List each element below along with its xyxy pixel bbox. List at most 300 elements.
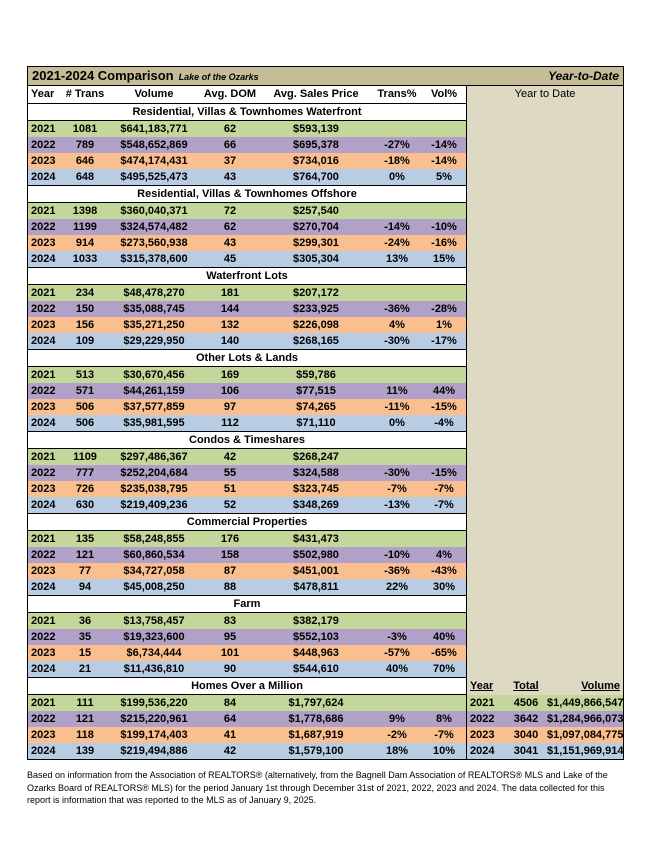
cell-trans: 1081 bbox=[72, 123, 98, 135]
cell-year: 2023 bbox=[31, 565, 56, 577]
data-row-2021 bbox=[28, 695, 466, 711]
cell-year: 2021 bbox=[31, 369, 56, 381]
cell-vol_pct: -16% bbox=[431, 237, 457, 249]
summary-cell-year: 2024 bbox=[470, 745, 495, 757]
cell-trans: 630 bbox=[75, 499, 95, 511]
column-header-avg-sales-price: Avg. Sales Price bbox=[273, 88, 359, 100]
cell-year: 2021 bbox=[31, 697, 56, 709]
cell-trans: 77 bbox=[78, 565, 92, 577]
section-header: Farm bbox=[28, 595, 466, 613]
data-row-2022 bbox=[28, 137, 466, 153]
cell-vol_pct: -10% bbox=[431, 221, 457, 233]
report-page bbox=[27, 66, 624, 807]
cell-trans: 36 bbox=[78, 615, 92, 627]
cell-trans_pct bbox=[372, 613, 422, 629]
cell-vol_pct: -4% bbox=[434, 417, 454, 429]
cell-vol_pct: 30% bbox=[432, 581, 456, 593]
data-row-2021 bbox=[28, 203, 466, 219]
cell-vol_pct bbox=[422, 531, 466, 547]
cell-trans: 156 bbox=[75, 319, 95, 331]
cell-vol_pct: 15% bbox=[432, 253, 456, 265]
cell-volume: $13,758,457 bbox=[123, 615, 185, 627]
cell-dom: 43 bbox=[223, 237, 237, 249]
cell-vol_pct: -7% bbox=[434, 499, 454, 511]
summary-row-2022 bbox=[467, 711, 623, 727]
cell-volume: $297,486,367 bbox=[120, 451, 188, 463]
cell-year: 2021 bbox=[31, 615, 56, 627]
cell-year: 2024 bbox=[31, 663, 56, 675]
cell-vol_pct: -15% bbox=[431, 467, 457, 479]
summary-cell-total: 4506 bbox=[513, 697, 539, 709]
cell-dom: 51 bbox=[223, 483, 237, 495]
cell-year: 2024 bbox=[31, 417, 56, 429]
cell-dom: 72 bbox=[223, 205, 237, 217]
data-row-2024 bbox=[28, 251, 466, 267]
cell-vol_pct: -14% bbox=[431, 139, 457, 151]
cell-vol_pct: -7% bbox=[434, 483, 454, 495]
cell-avg_price: $552,103 bbox=[293, 631, 339, 643]
cell-trans_pct: -10% bbox=[384, 549, 410, 561]
cell-trans: 1033 bbox=[72, 253, 98, 265]
cell-vol_pct bbox=[422, 285, 466, 301]
cell-year: 2022 bbox=[31, 549, 56, 561]
data-row-2023 bbox=[28, 563, 466, 579]
cell-volume: $273,560,938 bbox=[120, 237, 188, 249]
cell-vol_pct: 40% bbox=[432, 631, 456, 643]
cell-dom: 83 bbox=[223, 615, 237, 627]
cell-volume: $48,478,270 bbox=[123, 287, 185, 299]
data-row-2021 bbox=[28, 121, 466, 137]
cell-trans: 109 bbox=[75, 335, 95, 347]
cell-volume: $360,040,371 bbox=[120, 205, 188, 217]
cell-vol_pct: 10% bbox=[432, 745, 456, 757]
cell-dom: 140 bbox=[220, 335, 240, 347]
cell-trans_pct: -30% bbox=[384, 467, 410, 479]
summary-cell-volume: $1,097,084,775 bbox=[547, 729, 623, 741]
cell-trans_pct: -36% bbox=[384, 303, 410, 315]
cell-year: 2023 bbox=[31, 319, 56, 331]
summary-column-year: Year bbox=[470, 680, 494, 692]
cell-trans_pct bbox=[372, 121, 422, 137]
cell-trans: 150 bbox=[75, 303, 95, 315]
summary-row-2023 bbox=[467, 727, 623, 743]
summary-row-2024 bbox=[467, 743, 623, 759]
cell-trans: 139 bbox=[75, 745, 95, 757]
cell-volume: $495,525,473 bbox=[120, 171, 188, 183]
cell-dom: 106 bbox=[220, 385, 240, 397]
cell-trans: 121 bbox=[75, 713, 95, 725]
summary-table bbox=[467, 677, 623, 759]
cell-trans_pct: 11% bbox=[386, 385, 408, 397]
cell-year: 2024 bbox=[31, 171, 56, 183]
cell-year: 2024 bbox=[31, 499, 56, 511]
cell-dom: 90 bbox=[223, 663, 237, 675]
cell-volume: $29,229,950 bbox=[123, 335, 185, 347]
side-panel-title: Year to Date bbox=[514, 88, 576, 100]
cell-year: 2021 bbox=[31, 123, 56, 135]
cell-vol_pct: -15% bbox=[431, 401, 457, 413]
summary-cell-total: 3041 bbox=[513, 745, 539, 757]
cell-dom: 41 bbox=[223, 729, 237, 741]
cell-dom: 43 bbox=[223, 171, 237, 183]
section-header: Condos & Timeshares bbox=[28, 431, 466, 449]
cell-avg_price: $1,778,686 bbox=[288, 713, 344, 725]
cell-vol_pct: -65% bbox=[431, 647, 457, 659]
cell-avg_price: $207,172 bbox=[293, 287, 339, 299]
cell-vol_pct: 1% bbox=[436, 319, 452, 331]
cell-dom: 95 bbox=[223, 631, 237, 643]
column-header-trans-pct: Trans% bbox=[377, 88, 417, 100]
cell-year: 2023 bbox=[31, 483, 56, 495]
cell-vol_pct: 44% bbox=[432, 385, 456, 397]
cell-volume: $35,271,250 bbox=[123, 319, 185, 331]
section-header: Homes Over a Million bbox=[28, 677, 466, 695]
cell-avg_price: $1,579,100 bbox=[288, 745, 344, 757]
cell-dom: 169 bbox=[220, 369, 240, 381]
cell-avg_price: $59,786 bbox=[296, 369, 336, 381]
cell-vol_pct: -17% bbox=[431, 335, 457, 347]
data-row-2021 bbox=[28, 449, 466, 465]
cell-trans_pct bbox=[372, 449, 422, 465]
cell-trans: 1199 bbox=[73, 221, 97, 233]
cell-trans_pct: 40% bbox=[385, 663, 409, 675]
cell-year: 2021 bbox=[31, 451, 56, 463]
cell-year: 2024 bbox=[31, 253, 56, 265]
cell-dom: 144 bbox=[220, 303, 240, 315]
side-panel bbox=[466, 86, 623, 759]
cell-trans: 1398 bbox=[72, 205, 98, 217]
cell-dom: 64 bbox=[223, 713, 237, 725]
report-title: 2021-2024 Comparison bbox=[32, 68, 174, 83]
data-row-2023 bbox=[28, 399, 466, 415]
cell-trans: 646 bbox=[75, 155, 95, 167]
cell-trans_pct: -7% bbox=[387, 483, 407, 495]
cell-year: 2022 bbox=[31, 221, 56, 233]
cell-avg_price: $734,016 bbox=[293, 155, 339, 167]
data-row-2022 bbox=[28, 219, 466, 235]
cell-volume: $315,378,600 bbox=[120, 253, 188, 265]
cell-avg_price: $233,925 bbox=[293, 303, 339, 315]
data-row-2021 bbox=[28, 613, 466, 629]
cell-year: 2021 bbox=[31, 287, 56, 299]
cell-volume: $235,038,795 bbox=[120, 483, 188, 495]
cell-trans: 506 bbox=[75, 417, 95, 429]
cell-dom: 66 bbox=[223, 139, 237, 151]
cell-trans_pct: 0% bbox=[389, 171, 405, 183]
summary-column-volume: Volume bbox=[581, 680, 620, 692]
cell-trans_pct bbox=[372, 367, 422, 383]
column-header-trans: # Trans bbox=[65, 88, 105, 100]
cell-volume: $37,577,859 bbox=[123, 401, 185, 413]
cell-trans_pct: 13% bbox=[385, 253, 409, 265]
cell-trans: 35 bbox=[78, 631, 92, 643]
cell-avg_price: $71,110 bbox=[296, 417, 336, 429]
cell-volume: $199,536,220 bbox=[120, 697, 188, 709]
cell-avg_price: $348,269 bbox=[293, 499, 339, 511]
cell-year: 2022 bbox=[31, 139, 56, 151]
cell-avg_price: $270,704 bbox=[293, 221, 339, 233]
cell-vol_pct: 4% bbox=[436, 549, 452, 561]
cell-avg_price: $431,473 bbox=[293, 533, 339, 545]
cell-volume: $219,409,236 bbox=[120, 499, 188, 511]
cell-avg_price: $478,811 bbox=[293, 581, 339, 593]
data-row-2023 bbox=[28, 481, 466, 497]
data-row-2022 bbox=[28, 547, 466, 563]
summary-cell-volume: $1,151,969,914 bbox=[547, 745, 623, 757]
data-row-2021 bbox=[28, 531, 466, 547]
cell-vol_pct bbox=[422, 695, 466, 711]
data-row-2024 bbox=[28, 415, 466, 431]
cell-vol_pct: -7% bbox=[434, 729, 454, 741]
summary-rows bbox=[467, 695, 623, 759]
summary-cell-total: 3642 bbox=[513, 713, 539, 725]
data-row-2024 bbox=[28, 579, 466, 595]
cell-volume: $215,220,961 bbox=[120, 713, 188, 725]
cell-volume: $34,727,058 bbox=[123, 565, 185, 577]
title-group bbox=[32, 67, 259, 85]
title-bar bbox=[28, 67, 623, 86]
cell-volume: $219,494,886 bbox=[120, 745, 188, 757]
cell-avg_price: $257,540 bbox=[293, 205, 339, 217]
cell-dom: 42 bbox=[223, 451, 237, 463]
summary-cell-total: 3040 bbox=[513, 729, 539, 741]
cell-volume: $30,670,456 bbox=[123, 369, 185, 381]
comparison-report bbox=[27, 66, 624, 760]
data-row-2022 bbox=[28, 711, 466, 727]
report-body bbox=[28, 86, 623, 759]
column-header-vol-pct: Vol% bbox=[430, 88, 458, 100]
cell-trans_pct: 0% bbox=[389, 417, 405, 429]
cell-dom: 101 bbox=[220, 647, 240, 659]
cell-avg_price: $593,139 bbox=[293, 123, 339, 135]
data-row-2024 bbox=[28, 661, 466, 677]
cell-year: 2023 bbox=[31, 155, 56, 167]
cell-trans_pct: 22% bbox=[385, 581, 409, 593]
cell-trans: 118 bbox=[76, 729, 94, 741]
cell-trans_pct: -36% bbox=[384, 565, 410, 577]
cell-avg_price: $77,515 bbox=[296, 385, 336, 397]
summary-cell-year: 2023 bbox=[470, 729, 495, 741]
cell-avg_price: $268,165 bbox=[293, 335, 339, 347]
summary-row-2021 bbox=[467, 695, 623, 711]
cell-trans: 571 bbox=[75, 385, 95, 397]
cell-trans: 135 bbox=[75, 533, 95, 545]
cell-avg_price: $695,378 bbox=[293, 139, 339, 151]
cell-year: 2021 bbox=[31, 533, 56, 545]
data-row-2024 bbox=[28, 497, 466, 513]
cell-dom: 52 bbox=[223, 499, 237, 511]
cell-trans_pct: -2% bbox=[387, 729, 407, 741]
cell-dom: 87 bbox=[223, 565, 237, 577]
cell-trans: 94 bbox=[78, 581, 92, 593]
cell-vol_pct bbox=[422, 367, 466, 383]
cell-trans_pct: -57% bbox=[384, 647, 410, 659]
cell-avg_price: $74,265 bbox=[296, 401, 336, 413]
cell-dom: 45 bbox=[223, 253, 237, 265]
cell-vol_pct: -43% bbox=[431, 565, 457, 577]
cell-dom: 42 bbox=[223, 745, 237, 757]
cell-avg_price: $382,179 bbox=[293, 615, 339, 627]
cell-vol_pct bbox=[422, 449, 466, 465]
summary-cell-year: 2022 bbox=[470, 713, 495, 725]
cell-volume: $35,981,595 bbox=[123, 417, 185, 429]
cell-dom: 88 bbox=[223, 581, 237, 593]
cell-year: 2023 bbox=[31, 237, 56, 249]
cell-year: 2024 bbox=[31, 581, 56, 593]
data-row-2021 bbox=[28, 367, 466, 383]
cell-dom: 84 bbox=[223, 697, 237, 709]
cell-year: 2023 bbox=[31, 729, 56, 741]
cell-avg_price: $226,098 bbox=[293, 319, 339, 331]
data-row-2023 bbox=[28, 727, 466, 743]
data-row-2023 bbox=[28, 645, 466, 661]
cell-volume: $35,088,745 bbox=[123, 303, 185, 315]
cell-volume: $641,183,771 bbox=[120, 123, 188, 135]
cell-vol_pct bbox=[422, 203, 466, 219]
cell-vol_pct: -28% bbox=[431, 303, 457, 315]
cell-vol_pct: -14% bbox=[431, 155, 457, 167]
cell-trans_pct: -11% bbox=[384, 401, 410, 413]
data-row-2024 bbox=[28, 169, 466, 185]
cell-avg_price: $1,797,624 bbox=[288, 697, 344, 709]
cell-trans: 726 bbox=[75, 483, 95, 495]
cell-trans_pct bbox=[372, 203, 422, 219]
cell-dom: 181 bbox=[220, 287, 240, 299]
report-subtitle: Lake of the Ozarks bbox=[178, 72, 259, 82]
cell-year: 2024 bbox=[31, 335, 56, 347]
cell-vol_pct: 8% bbox=[436, 713, 452, 725]
cell-avg_price: $268,247 bbox=[293, 451, 339, 463]
cell-dom: 158 bbox=[220, 549, 240, 561]
cell-avg_price: $323,745 bbox=[293, 483, 339, 495]
cell-volume: $324,574,482 bbox=[120, 221, 188, 233]
cell-trans_pct: -3% bbox=[387, 631, 407, 643]
column-header-volume: Volume bbox=[134, 88, 174, 100]
column-header-avg-dom: Avg. DOM bbox=[203, 88, 257, 100]
cell-trans: 111 bbox=[76, 697, 94, 709]
summary-header-row bbox=[467, 677, 623, 695]
cell-year: 2024 bbox=[31, 745, 56, 757]
section-header: Other Lots & Lands bbox=[28, 349, 466, 367]
cell-dom: 55 bbox=[223, 467, 237, 479]
data-row-2021 bbox=[28, 285, 466, 301]
data-row-2024 bbox=[28, 333, 466, 349]
cell-year: 2022 bbox=[31, 385, 56, 397]
cell-trans_pct: -30% bbox=[384, 335, 410, 347]
column-header-year: Year bbox=[31, 88, 55, 100]
cell-trans: 506 bbox=[75, 401, 95, 413]
footer-note: Based on information from the Association of REALTORS® (alternatively, from the Bagnell Dam Association of REALTORS® MLS and Lake of the Ozarks Board of REALTORS® MLS) for the period January 1st through December 31st of 2021, 2022, 2023 and 2024. The data collected for this report is information that was reported to the MLS as of January 9, 2025. bbox=[27, 770, 608, 805]
cell-avg_price: $1,687,919 bbox=[288, 729, 344, 741]
data-row-2023 bbox=[28, 235, 466, 251]
cell-dom: 97 bbox=[223, 401, 237, 413]
cell-year: 2022 bbox=[31, 631, 56, 643]
cell-vol_pct bbox=[422, 121, 466, 137]
cell-avg_price: $764,700 bbox=[293, 171, 339, 183]
cell-trans: 15 bbox=[78, 647, 92, 659]
cell-trans: 914 bbox=[75, 237, 95, 249]
cell-year: 2023 bbox=[31, 647, 56, 659]
cell-volume: $44,261,159 bbox=[123, 385, 185, 397]
section-header: Commercial Properties bbox=[28, 513, 466, 531]
cell-avg_price: $451,001 bbox=[293, 565, 339, 577]
data-row-2024 bbox=[28, 743, 466, 759]
cell-year: 2023 bbox=[31, 401, 56, 413]
cell-trans_pct bbox=[372, 285, 422, 301]
cell-vol_pct bbox=[422, 613, 466, 629]
data-row-2022 bbox=[28, 629, 466, 645]
cell-dom: 176 bbox=[220, 533, 240, 545]
summary-cell-year: 2021 bbox=[470, 697, 495, 709]
section-header: Waterfront Lots bbox=[28, 267, 466, 285]
cell-trans_pct: -14% bbox=[384, 221, 410, 233]
cell-avg_price: $448,963 bbox=[293, 647, 339, 659]
data-row-2022 bbox=[28, 465, 466, 481]
cell-trans: 648 bbox=[75, 171, 95, 183]
cell-volume: $199,174,403 bbox=[120, 729, 188, 741]
cell-dom: 62 bbox=[223, 221, 237, 233]
cell-avg_price: $324,588 bbox=[293, 467, 339, 479]
cell-trans_pct: 18% bbox=[385, 745, 409, 757]
cell-volume: $252,204,684 bbox=[120, 467, 188, 479]
data-row-2023 bbox=[28, 317, 466, 333]
cell-year: 2022 bbox=[31, 467, 56, 479]
cell-trans_pct bbox=[372, 695, 422, 711]
cell-avg_price: $299,301 bbox=[293, 237, 339, 249]
cell-trans: 513 bbox=[75, 369, 95, 381]
cell-trans: 1109 bbox=[73, 451, 97, 463]
cell-avg_price: $544,610 bbox=[293, 663, 339, 675]
data-row-2022 bbox=[28, 383, 466, 399]
cell-dom: 132 bbox=[220, 319, 240, 331]
cell-trans_pct: 9% bbox=[389, 713, 405, 725]
column-header-row bbox=[28, 86, 466, 103]
section-header: Residential, Villas & Townhomes Offshore bbox=[28, 185, 466, 203]
cell-year: 2022 bbox=[31, 303, 56, 315]
cell-dom: 37 bbox=[223, 155, 237, 167]
cell-volume: $6,734,444 bbox=[126, 647, 182, 659]
cell-trans_pct: -13% bbox=[384, 499, 410, 511]
cell-trans_pct: -27% bbox=[384, 139, 410, 151]
year-to-date-label: Year-to-Date bbox=[548, 69, 619, 83]
cell-trans_pct: 4% bbox=[389, 319, 405, 331]
summary-column-total: Total bbox=[513, 680, 539, 692]
cell-vol_pct: 70% bbox=[432, 663, 456, 675]
cell-dom: 62 bbox=[223, 123, 237, 135]
cell-trans: 121 bbox=[75, 549, 95, 561]
cell-volume: $474,174,431 bbox=[120, 155, 188, 167]
data-row-2022 bbox=[28, 301, 466, 317]
cell-trans: 789 bbox=[75, 139, 95, 151]
data-row-2023 bbox=[28, 153, 466, 169]
cell-trans_pct bbox=[372, 531, 422, 547]
cell-volume: $60,860,534 bbox=[123, 549, 185, 561]
cell-trans: 21 bbox=[78, 663, 92, 675]
section-header: Residential, Villas & Townhomes Waterfront bbox=[28, 103, 466, 121]
cell-avg_price: $502,980 bbox=[293, 549, 339, 561]
main-table bbox=[28, 86, 466, 759]
cell-year: 2022 bbox=[31, 713, 56, 725]
summary-cell-volume: $1,449,866,547 bbox=[547, 697, 623, 709]
cell-avg_price: $305,304 bbox=[293, 253, 339, 265]
cell-trans: 777 bbox=[75, 467, 95, 479]
cell-trans: 234 bbox=[75, 287, 95, 299]
cell-year: 2021 bbox=[31, 205, 56, 217]
cell-dom: 112 bbox=[221, 417, 239, 429]
cell-trans_pct: -24% bbox=[384, 237, 410, 249]
cell-volume: $45,008,250 bbox=[123, 581, 185, 593]
cell-vol_pct: 5% bbox=[436, 171, 452, 183]
